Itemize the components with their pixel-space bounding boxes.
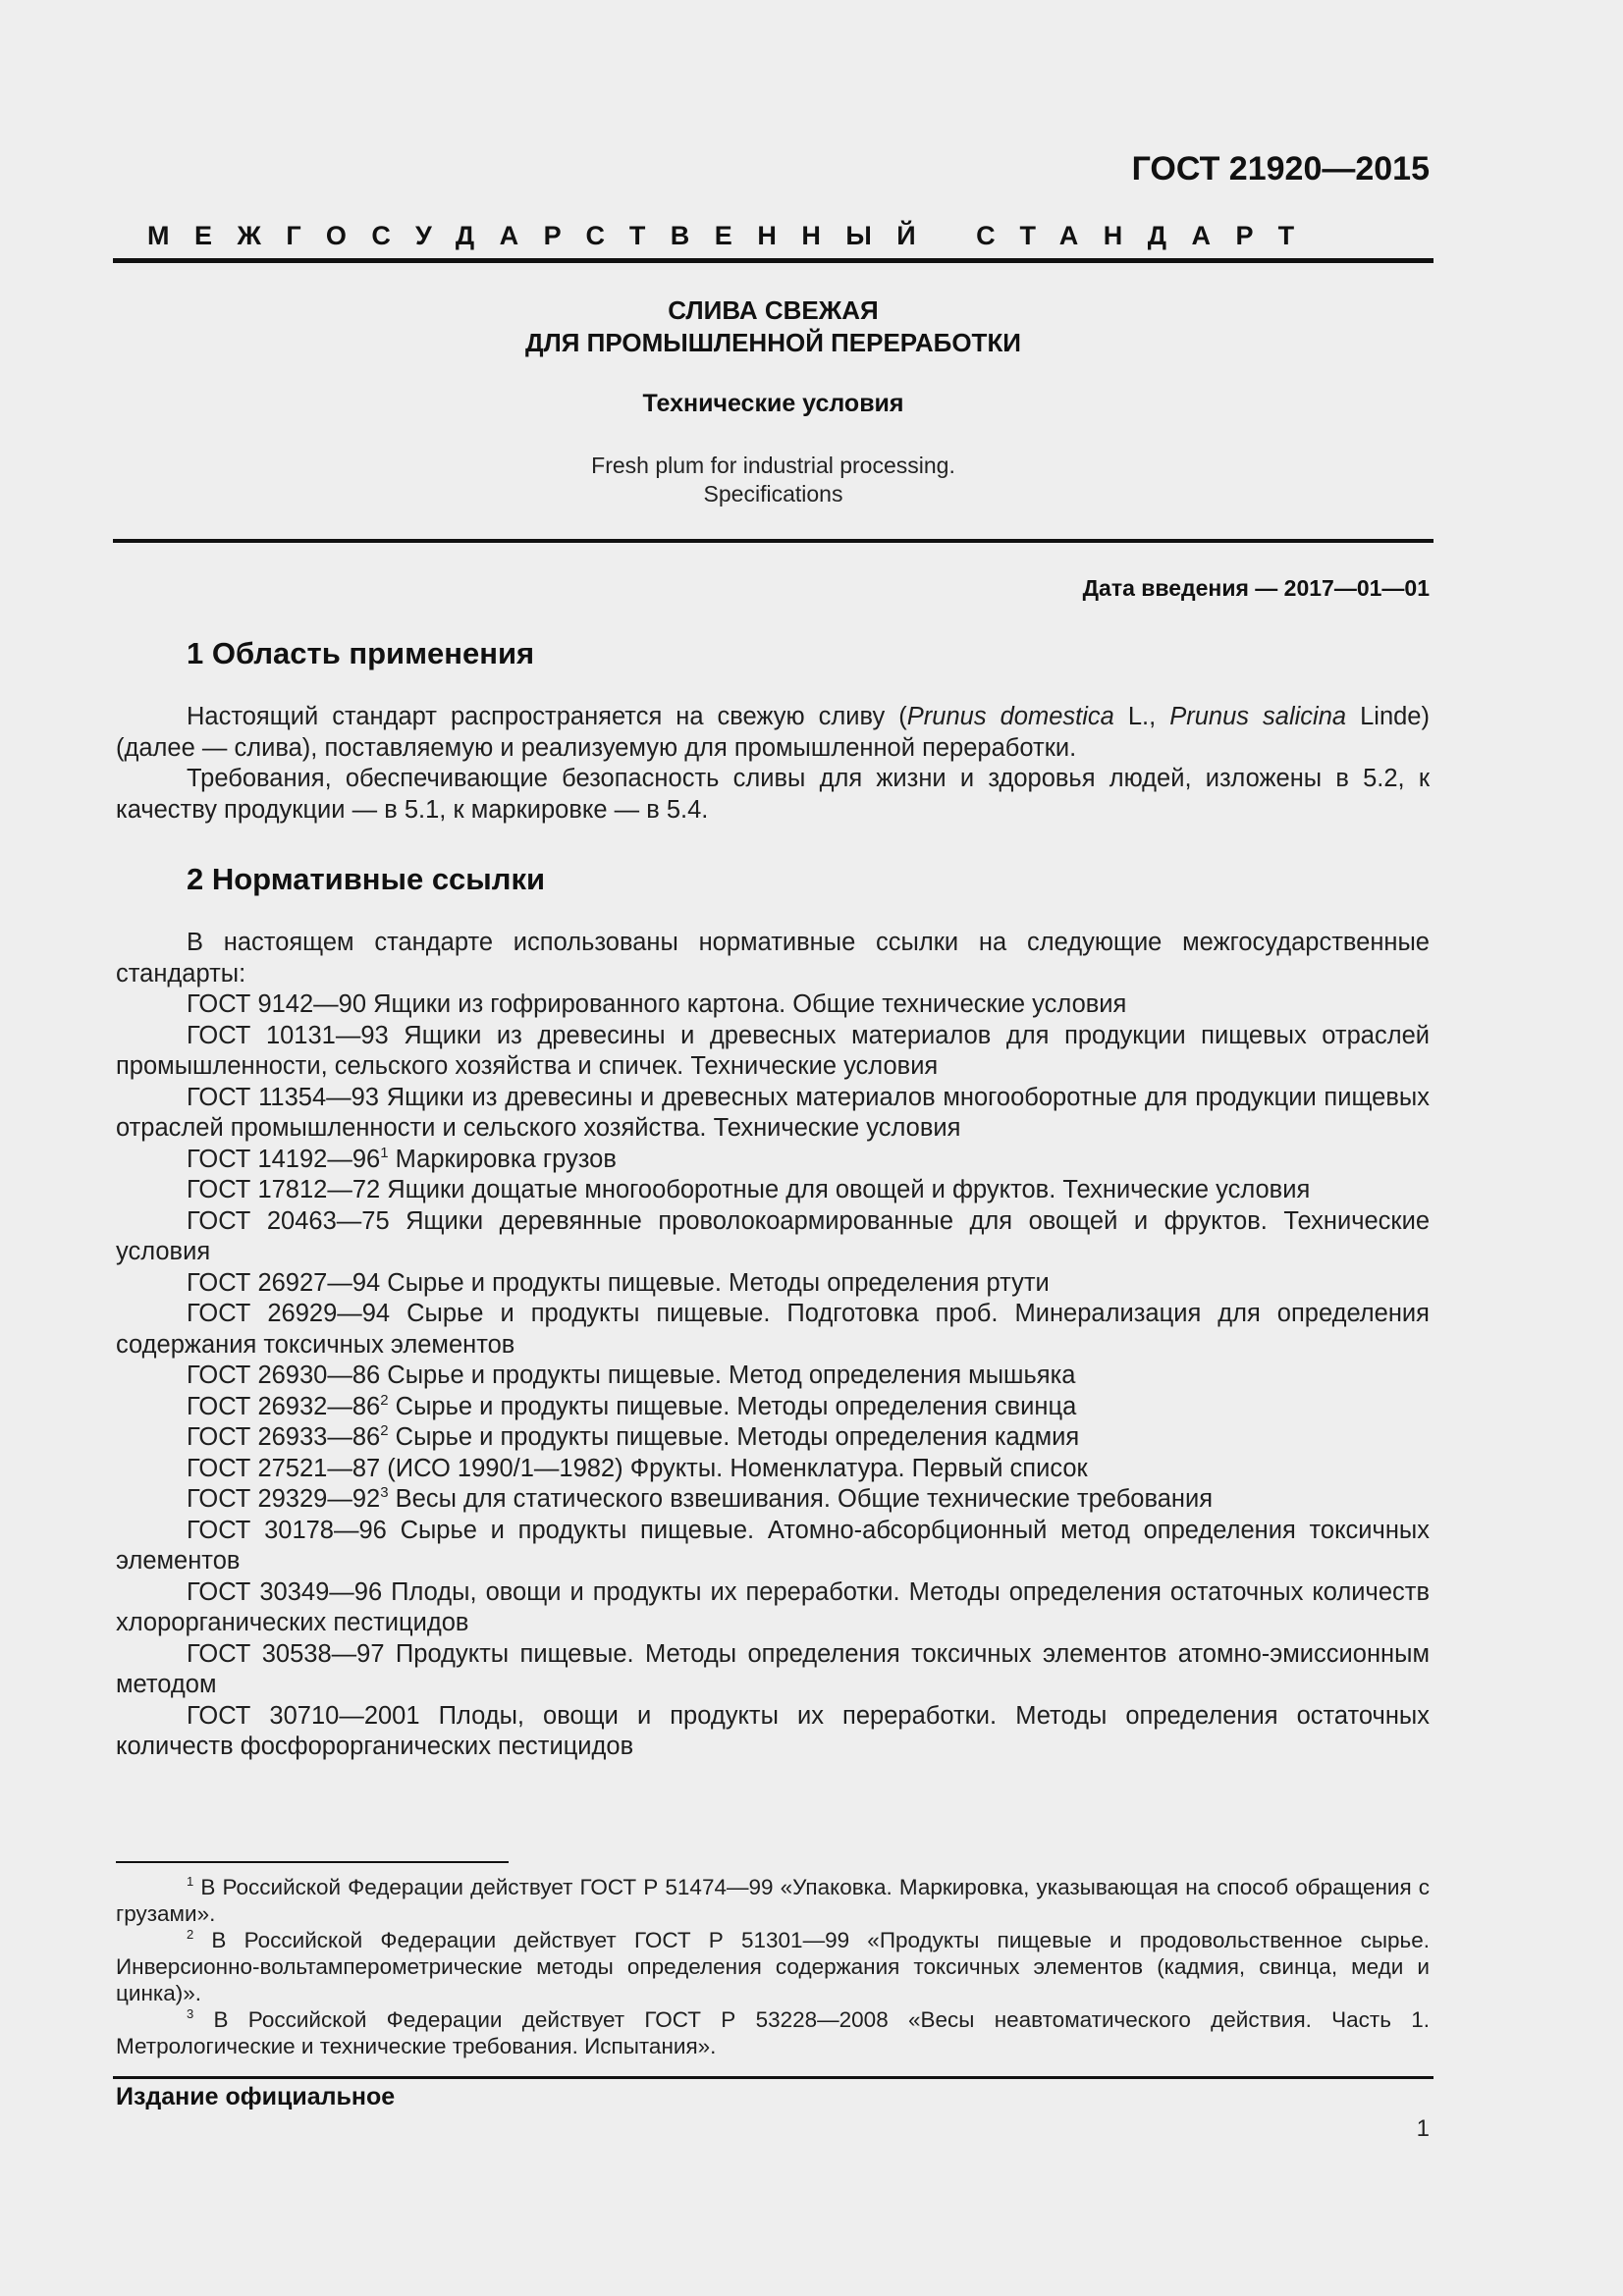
footnote-mark: 3	[380, 1484, 389, 1501]
official-edition-label: Издание официальное	[116, 2083, 396, 2110]
title-line-2: ДЛЯ ПРОМЫШЛЕННОЙ ПЕРЕРАБОТКИ	[525, 328, 1021, 357]
footer-rule	[113, 2076, 1434, 2079]
footnote-number: 1	[187, 1874, 194, 1889]
section-1-body	[116, 702, 1430, 826]
footnote-mark: 1	[380, 1144, 389, 1161]
reference-item: ГОСТ 26930—86 Сырье и продукты пищевые. Метод определения мышьяка	[187, 1362, 1076, 1389]
title-rule	[113, 539, 1434, 543]
reference-item: ГОСТ 11354—93 Ящики из древесины и древесных материалов многооборотные для продукции пищевых отраслей промышленности и сельского хозяйства. Технические условия	[116, 1083, 1430, 1142]
reference-item: ГОСТ 30710—2001 Плоды, овощи и продукты их переработки. Методы определения остаточных количеств фосфорорганических пестицидов	[116, 1701, 1430, 1760]
footnote-item: $^3$ В Российской Федерации действует ГОСТ Р 53228—2008 «Весы неавтоматического действия. Часть 1. Метрологические и технические требования. Испытания».	[116, 2006, 1430, 2058]
reference-item: ГОСТ $14192—96^1$ Маркировка грузов	[187, 1144, 617, 1173]
page-number: 1	[1416, 2115, 1430, 2142]
interstate-word: МЕЖГОСУДАРСТВЕННЫЙ	[147, 221, 942, 250]
requirements-paragraph: Требования, обеспечивающие безопасность сливы для жизни и здоровья людей, изложены в 5.2, к качеству продукции — в 5.1, к маркировке — в 5.4.	[116, 765, 1430, 824]
top-rule	[113, 258, 1434, 263]
reference-item: ГОСТ 20463—75 Ящики деревянные проволокоармированные для овощей и фруктов. Технические условия	[116, 1206, 1430, 1265]
document-title	[113, 294, 1434, 359]
reference-item: ГОСТ 30178—96 Сырье и продукты пищевые. Атомно-абсорбционный метод определения токсичных элементов	[116, 1516, 1430, 1575]
reference-item: ГОСТ 26927—94 Сырье и продукты пищевые. Методы определения ртути	[187, 1268, 1050, 1297]
title-line-1: СЛИВА СВЕЖАЯ	[668, 295, 879, 325]
footnote-mark: 2	[380, 1391, 389, 1409]
references-list	[116, 989, 1430, 1763]
footnote-number: 3	[187, 2006, 194, 2021]
reference-item: ГОСТ 30349—96 Плоды, овощи и продукты их переработки. Методы определения остаточных количеств хлорорганических пестицидов	[116, 1577, 1430, 1636]
reference-item: ГОСТ 27521—87 (ИСО 1990/1—1982) Фрукты. Номенклатура. Первый список	[187, 1454, 1088, 1482]
introduction-date: Дата введения — 2017—01—01	[1082, 575, 1430, 601]
references-intro: В настоящем стандарте использованы нормативные ссылки на следующие межгосударственные стандарты:	[116, 929, 1430, 988]
footnote-item: $^1$ В Российской Федерации действует ГОСТ Р 51474—99 «Упаковка. Маркировка, указывающая на способ обращения с грузами».	[116, 1874, 1430, 1926]
standard-word: СТАНДАРТ	[976, 221, 1320, 250]
english-title	[113, 452, 1434, 508]
reference-item: ГОСТ $29329—92^3$ Весы для статического взвешивания. Общие технические требования	[187, 1484, 1214, 1513]
footnote-number: 2	[187, 1927, 194, 1942]
reference-item: ГОСТ 30538—97 Продукты пищевые. Методы определения токсичных элементов атомно-эмиссионным методом	[116, 1639, 1430, 1698]
reference-item: ГОСТ $26932—86^2$ Сырье и продукты пищевые. Методы определения свинца	[187, 1391, 1077, 1420]
document-id: ГОСТ 21920—2015	[1131, 150, 1430, 187]
english-title-line-2: Specifications	[703, 481, 843, 507]
reference-item: ГОСТ $26933—86^2$ Сырье и продукты пищевые. Методы определения кадмия	[187, 1422, 1080, 1451]
footnote-mark: 2	[380, 1422, 389, 1439]
footnote-item: $^2$ В Российской Федерации действует ГОСТ Р 51301—99 «Продукты пищевые и продовольственное сырье. Инверсионно-вольтамперометрические методы определения содержания токсичных элементов (кадмия, свинца, меди и цинка)».	[116, 1927, 1430, 2005]
english-title-line-1: Fresh plum for industrial processing.	[591, 453, 955, 478]
scope-paragraph: Настоящий стандарт распространяется на свежую сливу (Prunus domestica L., Prunus salicina Linde) (далее — слива), поставляемую и реализуемую для промышленной переработки.	[116, 703, 1430, 762]
footnote-rule	[116, 1861, 509, 1863]
document-subtitle: Технические условия	[642, 390, 904, 417]
interstate-standard-banner	[147, 221, 1380, 251]
reference-item: ГОСТ 9142—90 Ящики из гофрированного картона. Общие технические условия	[187, 990, 1127, 1018]
reference-item: ГОСТ 17812—72 Ящики дощатые многооборотные для овощей и фруктов. Технические условия	[187, 1176, 1311, 1203]
footnotes	[116, 1874, 1430, 2059]
section-2-body	[116, 928, 1430, 1763]
section-1-heading: 1 Область применения	[187, 636, 535, 670]
reference-item: ГОСТ 10131—93 Ящики из древесины и древесных материалов для продукции пищевых отраслей промышленности, сельского хозяйства и спичек. Технические условия	[116, 1021, 1430, 1080]
reference-item: ГОСТ 26929—94 Сырье и продукты пищевые. Подготовка проб. Минерализация для определения содержания токсичных элементов	[116, 1300, 1430, 1359]
section-2-heading: 2 Нормативные ссылки	[187, 862, 546, 896]
